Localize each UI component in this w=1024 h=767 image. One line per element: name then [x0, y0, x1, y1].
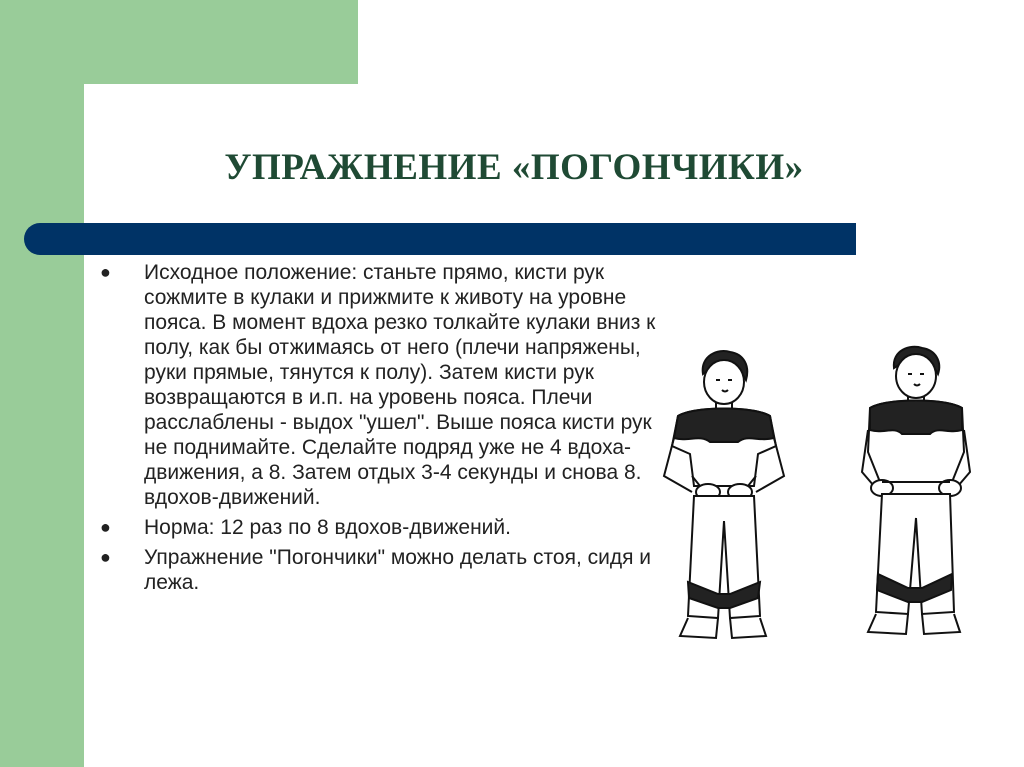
slide-title: УПРАЖНЕНИЕ «ПОГОНЧИКИ»	[224, 147, 804, 188]
title-underline-bar	[24, 223, 856, 255]
bullet-dot-icon: ●	[100, 547, 111, 567]
bullet-text: Норма: 12 раз по 8 вдохов-движений.	[144, 516, 511, 539]
bullet-text: Исходное положение: станьте прямо, кисти рук сожмите в кулаки и прижмите к животу на уровне пояса. В момент вдоха резко толкайте кулаки вниз к полу, как бы отжимаясь от него (плечи напряжены, руки прямые, тянутся к полу). Затем кисти рук возвращаются в и.п. на уровень пояса. Плечи расслаблены - выдох "ушел". Выше пояса кисти рук не поднимайте. Сделайте подряд уже не 4 вдоха-движения, а 8. Затем отдых 3-4 секунды и снова 8. вдохов-движений.	[144, 261, 656, 509]
bullet-dot-icon: ●	[100, 262, 111, 282]
bullet-item	[100, 515, 660, 540]
bullet-item	[100, 260, 660, 510]
standing-figure-fists-waist-icon	[856, 342, 972, 642]
bullet-list	[100, 260, 660, 595]
standing-figure-arms-down-icon	[658, 346, 788, 646]
bullet-item	[100, 545, 660, 595]
green-side-strip	[0, 0, 84, 767]
green-top-block	[0, 0, 358, 84]
bullet-text: Упражнение "Погончики" можно делать стоя, сидя и лежа.	[144, 546, 652, 594]
bullet-dot-icon: ●	[100, 517, 111, 537]
